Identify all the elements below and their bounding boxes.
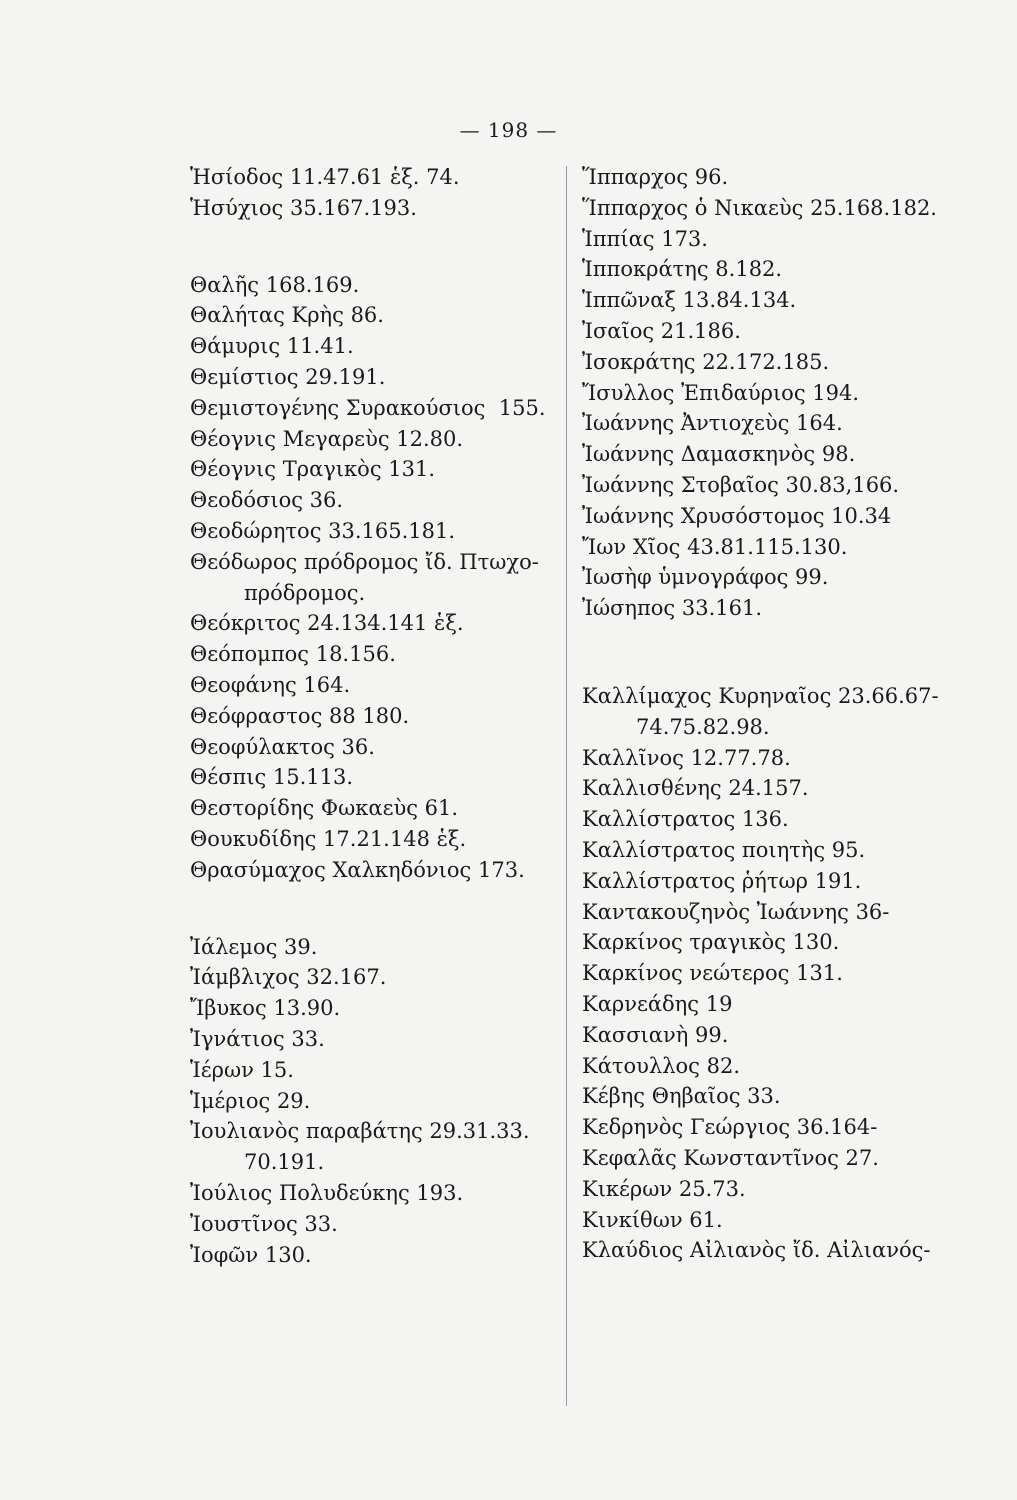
index-entry: Ἱέρων 15.: [190, 1057, 294, 1082]
index-entry: Καρνεάδης 19: [582, 991, 733, 1016]
index-entry: Θάμυρις 11.41.: [190, 334, 354, 359]
right-column: [582, 162, 942, 1266]
index-entry: Ἰωσὴφ ὑμνογράφος 99.: [582, 565, 829, 590]
index-entry: Θεόδωρος πρόδρομος ἴδ. Πτωχο-: [190, 549, 539, 574]
index-entry: Ἰοφῶν 130.: [190, 1242, 312, 1267]
index-entry: Θεοφύλακτος 36.: [190, 734, 375, 759]
index-entry: Ἰάλεμος 39.: [190, 934, 318, 959]
index-entry: Ἰωάννης Ἀντιοχεὺς 164.: [582, 411, 843, 436]
index-entry: Ἴσυλλος Ἐπιδαύριος 194.: [582, 380, 860, 405]
index-entry: Ἰουλιανὸς παραβάτης 29.31.33.: [190, 1119, 530, 1144]
index-entry: Κεφαλᾶς Κωνσταντῖνος 27.: [582, 1145, 879, 1170]
index-entry-continuation: 70.191.: [244, 1150, 325, 1175]
index-entry: Κικέρων 25.73.: [582, 1176, 746, 1201]
index-entry: Ἴων Χῖος 43.81.115.130.: [582, 534, 848, 559]
index-entry: Θεοδώρητος 33.165.181.: [190, 518, 456, 543]
index-entry: Θεόκριτος 24.134.141 ἑξ.: [190, 611, 464, 636]
index-entry: Ἰσαῖος 21.186.: [582, 318, 741, 343]
index-entry: Ἰώσηπος 33.161.: [582, 596, 763, 621]
index-entry: Θεστορίδης Φωκαεὺς 61.: [190, 796, 459, 821]
index-entry: Καλλίστρατος 136.: [582, 807, 789, 832]
page-number: — 198 —: [459, 118, 558, 142]
index-entry: Θρασύμαχος Χαλκηδόνιος 173.: [190, 857, 525, 882]
index-entry: Ἱμέριος 29.: [190, 1088, 311, 1113]
index-entry: Καλλίστρατος ῥήτωρ 191.: [582, 868, 862, 893]
index-entry: Καρκίνος τραγικὸς 130.: [582, 930, 840, 955]
index-entry: Θέογνις Μεγαρεὺς 12.80.: [190, 426, 464, 451]
index-entry: Ἰούλιος Πολυδεύκης 193.: [190, 1180, 464, 1205]
index-entry: Ἰωάννης Στοβαῖος 30.83,166.: [582, 472, 900, 497]
index-entry: Θεόπομπος 18.156.: [190, 642, 396, 667]
section-gap: [190, 886, 550, 932]
index-entry: Ἡσύχιος 35.167.193.: [190, 195, 417, 220]
index-entry: Θεμίστιος 29.191.: [190, 364, 386, 389]
index-entry: Καλλίστρατος ποιητὴς 95.: [582, 837, 866, 862]
index-entry: Ἱππῶναξ 13.84.134.: [582, 288, 797, 313]
index-entry: Θαλήτας Κρὴς 86.: [190, 303, 384, 328]
column-divider: [566, 166, 567, 1406]
index-entry: Θεόφραστος 88 180.: [190, 703, 410, 728]
index-entry: Κινκίθων 61.: [582, 1207, 723, 1232]
index-entry: Θέογνις Τραγικὸς 131.: [190, 457, 436, 482]
index-entry: Θέσπις 15.113.: [190, 765, 354, 790]
index-entry: Ἱπποκράτης 8.182.: [582, 257, 783, 282]
index-entry: Κασσιανὴ 99.: [582, 1022, 729, 1047]
left-column: [190, 162, 550, 1270]
index-entry: Ἰγνάτιος 33.: [190, 1026, 325, 1051]
index-entry: Θουκυδίδης 17.21.148 ἑξ.: [190, 826, 467, 851]
index-entry: Ἵππαρχος 96.: [582, 165, 729, 189]
index-entry: Ἰσοκράτης 22.172.185.: [582, 349, 830, 374]
index-entry: Καλλισθένης 24.157.: [582, 776, 809, 801]
index-entry: Κλαύδιος Αἰλιανὸς ἴδ. Αἰλιανός-: [582, 1238, 931, 1263]
index-entry: Ἵππαρχος ὁ Νικαεὺς 25.168.182.: [582, 195, 937, 220]
index-entry: Καλλίμαχος Κυρηναῖος 23.66.67-: [582, 683, 939, 708]
index-entry: Ἰάμβλιχος 32.167.: [190, 965, 387, 990]
section-gap: [582, 624, 942, 681]
index-entry: Ἰωάννης Χρυσόστομος 10.34: [582, 503, 892, 528]
index-entry-continuation: 74.75.82.98.: [636, 714, 770, 739]
index-entry: Καρκίνος νεώτερος 131.: [582, 961, 843, 986]
index-entry: Καλλῖνος 12.77.78.: [582, 745, 791, 770]
index-entry: Ἰωάννης Δαμασκηνὸς 98.: [582, 442, 856, 467]
index-entry: Ἱππίας 173.: [582, 226, 708, 251]
index-entry: Κάτουλλος 82.: [582, 1053, 740, 1078]
index-entry: Ἰουστῖνος 33.: [190, 1211, 338, 1236]
index-entry: Θαλῆς 168.169.: [190, 272, 360, 297]
index-entry: Ἡσίοδος 11.47.61 ἑξ. 74.: [190, 165, 460, 189]
index-entry: Καντακουζηνὸς Ἰωάννης 36-: [582, 899, 890, 924]
index-entry: Κεδρηνὸς Γεώργιος 36.164-: [582, 1115, 878, 1140]
index-entry: Θεμιστογένης Συρακούσιος 155.: [190, 395, 546, 420]
section-gap: [190, 224, 550, 270]
index-entry: Κέβης Θηβαῖος 33.: [582, 1084, 781, 1109]
index-entry: Ἴβυκος 13.90.: [190, 996, 341, 1021]
index-entry: Θεοδόσιος 36.: [190, 488, 344, 513]
index-entry-continuation: πρόδρομος.: [244, 580, 366, 605]
index-entry: Θεοφάνης 164.: [190, 672, 351, 697]
